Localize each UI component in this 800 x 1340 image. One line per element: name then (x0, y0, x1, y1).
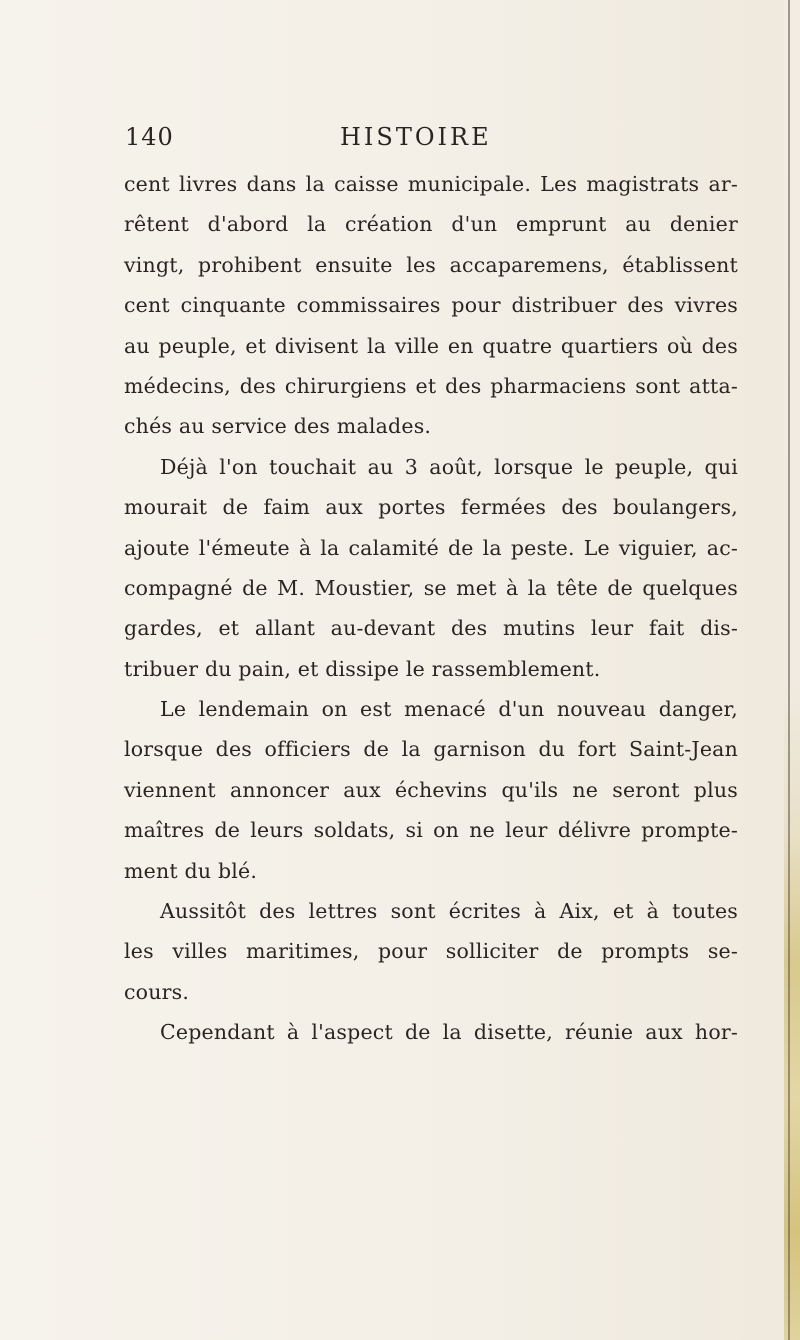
text-line: les villes maritimes, pour solliciter de prompts se- (124, 939, 738, 964)
text-line: cent livres dans la caisse municipale. Les magistrats ar- (124, 172, 738, 196)
text-line: vingt, prohibent ensuite les accaparemens, établissent (124, 252, 738, 277)
text-line-paragraph-start: Cependant à l'aspect de la disette, réunie aux hor- (160, 1020, 738, 1045)
page-header (0, 123, 800, 163)
text-line: ajoute l'émeute à la calamité de la peste. Le viguier, ac- (124, 535, 738, 560)
page-number: 140 (125, 123, 174, 151)
text-line: viennent annoncer aux échevins qu'ils ne seront plus (124, 777, 738, 802)
page-edge-strip (784, 0, 800, 1340)
text-line: rêtent d'abord la création d'un emprunt au denier (124, 212, 738, 237)
text-line: au peuple, et divisent la ville en quatre quartiers où des (124, 333, 738, 358)
text-line: cent cinquante commissaires pour distribuer des vivres (124, 293, 738, 318)
running-title: HISTOIRE (340, 123, 492, 151)
text-line: maîtres de leurs soldats, si on ne leur délivre prompte- (124, 818, 738, 843)
text-line-paragraph-end: ment du blé. (124, 858, 258, 883)
text-line-paragraph-end: cours. (124, 979, 190, 1004)
text-line-paragraph-end: tribuer du pain, et dissipe le rassemblement. (124, 656, 601, 681)
text-line-paragraph-start: Déjà l'on touchait au 3 août, lorsque le peuple, qui (160, 454, 738, 479)
body-text (124, 164, 738, 1053)
text-line-paragraph-start: Le lendemain on est menacé d'un nouveau danger, (160, 697, 738, 722)
text-line-paragraph-start: Aussitôt des lettres sont écrites à Aix, et à toutes (160, 899, 738, 924)
text-line-paragraph-end: chés au service des malades. (124, 414, 432, 439)
page-edge-line (788, 0, 790, 1340)
text-line: médecins, des chirurgiens et des pharmaciens sont atta- (124, 373, 738, 398)
text-line: mourait de faim aux portes fermées des boulangers, (124, 495, 738, 520)
text-line: compagné de M. Moustier, se met à la tête de quelques (124, 575, 738, 600)
text-line: lorsque des officiers de la garnison du fort Saint-Jean (124, 737, 738, 762)
text-line: gardes, et allant au-devant des mutins leur fait dis- (124, 616, 738, 641)
